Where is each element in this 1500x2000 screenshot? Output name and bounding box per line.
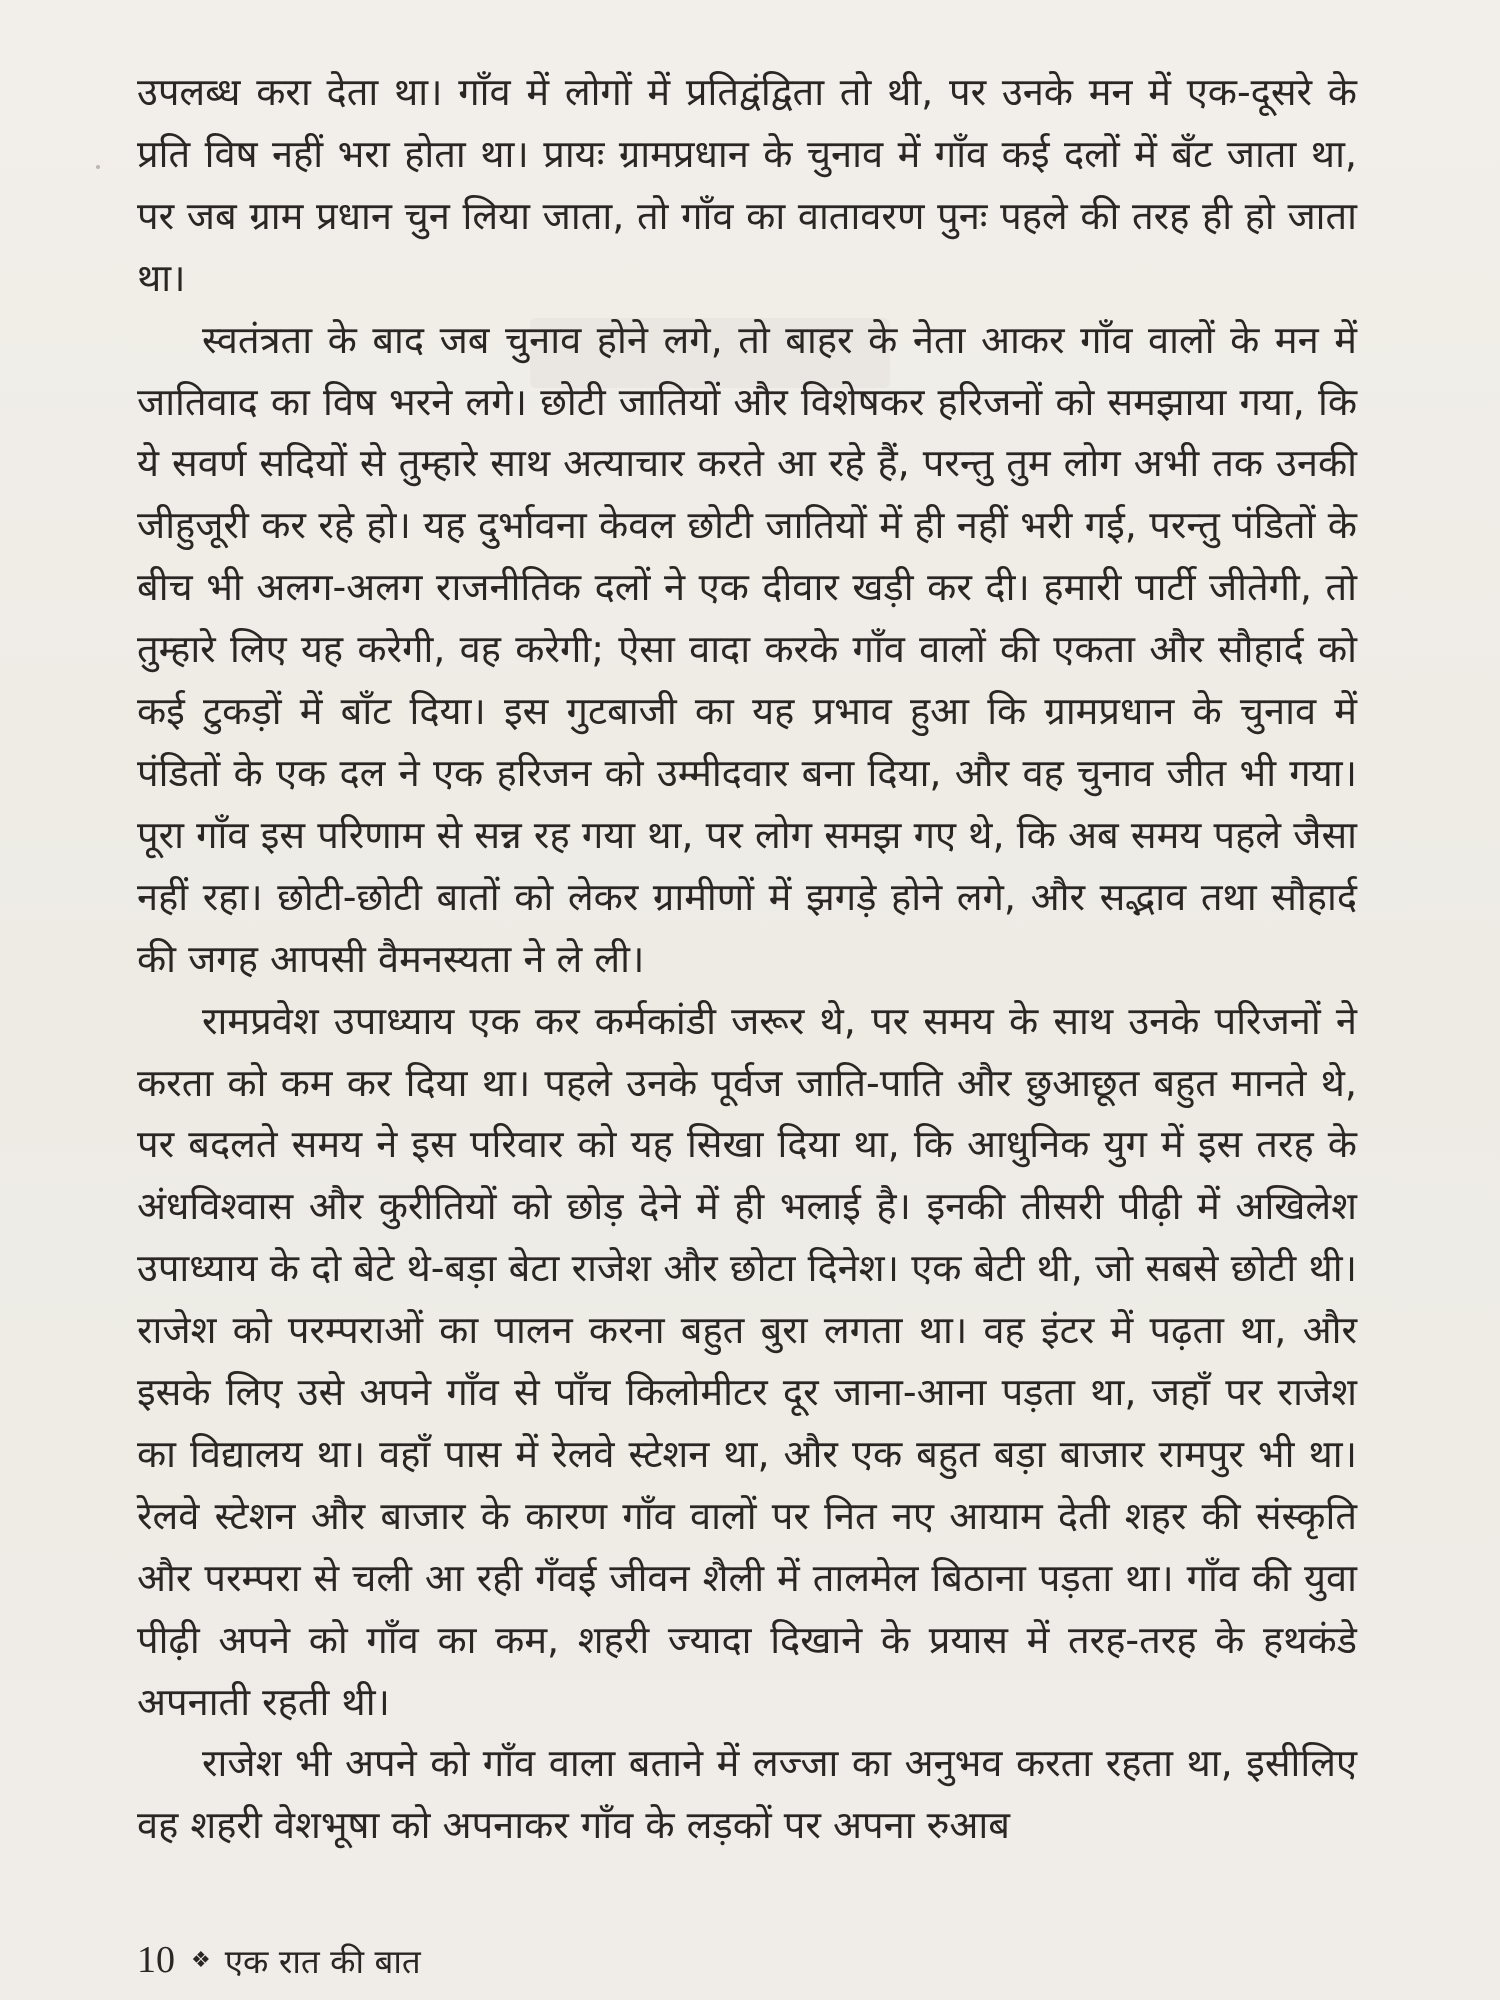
- paragraph-2: स्वतंत्रता के बाद जब चुनाव होने लगे, तो बाहर के नेता आकर गाँव वालों के मन में जातिवाद का विष भरने लगे। छोटी जातियों और विशेषकर हरिजनों को समझाया गया, कि ये सवर्ण सदियों से तुम्हारे साथ अत्याचार करते आ रहे हैं, परन्तु तुम लोग अभी तक उनकी जीहुजूरी कर रहे हो। यह दुर्भावना केवल छोटी जातियों में ही नहीं भरी गई, परन्तु पंडितों के बीच भी अलग-अलग राजनीतिक दलों ने एक दीवार खड़ी कर दी। हमारी पार्टी जीतेगी, तो तुम्हारे लिए यह करेगी, वह करेगी; ऐसा वादा करके गाँव वालों की एकता और सौहार्द को कई टुकड़ों में बाँट दिया। इस गुटबाजी का यह प्रभाव हुआ कि ग्रामप्रधान के चुनाव में पंडितों के एक दल ने एक हरिजन को उम्मीदवार बना दिया, और वह चुनाव जीत भी गया। पूरा गाँव इस परिणाम से सन्न रह गया था, पर लोग समझ गए थे, कि अब समय पहले जैसा नहीं रहा। छोटी-छोटी बातों को लेकर ग्रामीणों में झगड़े होने लगे, और सद्भाव तथा सौहार्द की जगह आपसी वैमनस्यता ने ले ली।: [137, 317, 1357, 981]
- page-number: 10: [137, 1939, 175, 1981]
- running-book-title: एक रात की बात: [224, 1941, 421, 1981]
- diamond-separator-icon: ❖: [191, 1947, 211, 1973]
- body-text: [137, 62, 1357, 1857]
- paragraph-1: उपलब्ध करा देता था। गाँव में लोगों में प्रतिद्वंद्विता तो थी, पर उनके मन में एक-दूसरे के प्रति विष नहीं भरा होता था। प्रायः ग्रामप्रधान के चुनाव में गाँव कई दलों में बँट जाता था, पर जब ग्राम प्रधान चुन लिया जाता, तो गाँव का वातावरण पुनः पहले की तरह ही हो जाता था।: [137, 70, 1357, 300]
- paragraph-4: राजेश भी अपने को गाँव वाला बताने में लज्जा का अनुभव करता रहता था, इसीलिए वह शहरी वेशभूषा को अपनाकर गाँव के लड़कों पर अपना रुआब: [137, 1741, 1357, 1848]
- paper-speck: [96, 165, 100, 169]
- paragraph-3: रामप्रवेश उपाध्याय एक कर कर्मकांडी जरूर थे, पर समय के साथ उनके परिजनों ने करता को कम कर दिया था। पहले उनके पूर्वज जाति-पाति और छुआछूत बहुत मानते थे, पर बदलते समय ने इस परिवार को यह सिखा दिया था, कि आधुनिक युग में इस तरह के अंधविश्वास और कुरीतियों को छोड़ देने में ही भलाई है। इनकी तीसरी पीढ़ी में अखिलेश उपाध्याय के दो बेटे थे-बड़ा बेटा राजेश और छोटा दिनेश। एक बेटी थी, जो सबसे छोटी थी। राजेश को परम्पराओं का पालन करना बहुत बुरा लगता था। वह इंटर में पढ़ता था, और इसके लिए उसे अपने गाँव से पाँच किलोमीटर दूर जाना-आना पड़ता था, जहाँ पर राजेश का विद्यालय था। वहाँ पास में रेलवे स्टेशन था, और एक बहुत बड़ा बाजार रामपुर भी था। रेलवे स्टेशन और बाजार के कारण गाँव वालों पर नित नए आयाम देती शहर की संस्कृति और परम्परा से चली आ रही गँवई जीवन शैली में तालमेल बिठाना पड़ता था। गाँव की युवा पीढ़ी अपने को गाँव का कम, शहरी ज्यादा दिखाने के प्रयास में तरह-तरह के हथकंडे अपनाती रहती थी।: [137, 998, 1357, 1724]
- page-footer: [137, 1934, 421, 1986]
